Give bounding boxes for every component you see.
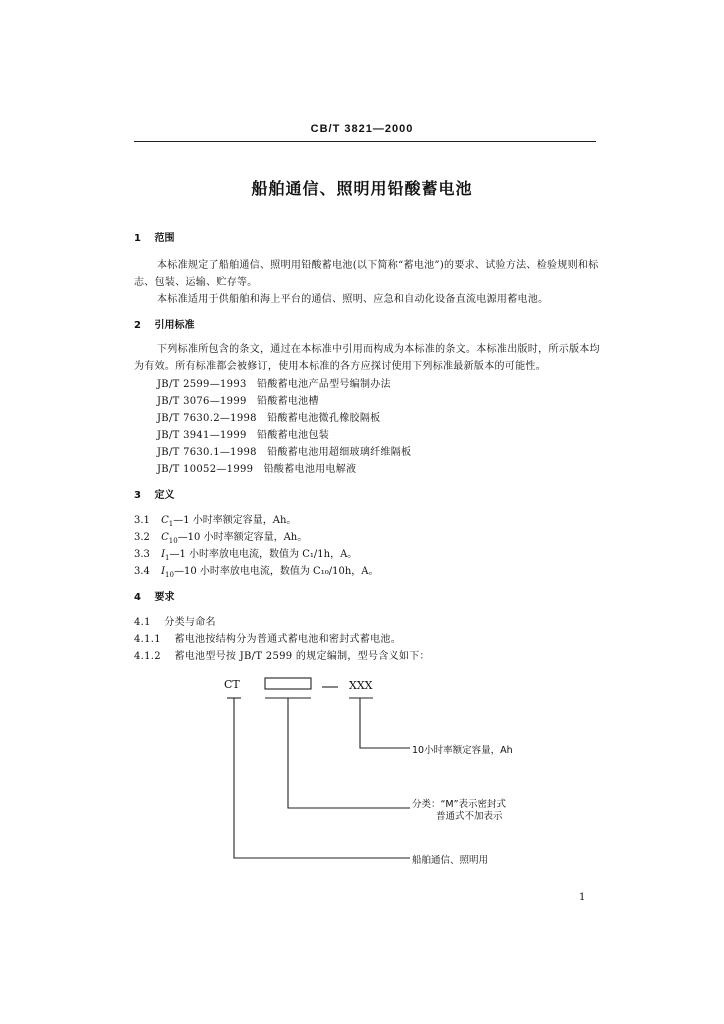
clause-text: 蓄电池按结构分为普通式蓄电池和密封式蓄电池。 bbox=[174, 634, 402, 645]
reference-item: JB/T 3941—1999 铅酸蓄电池包装 bbox=[157, 430, 330, 441]
section-number: 1 bbox=[134, 233, 141, 244]
classification-leader bbox=[288, 698, 410, 808]
reference-item: JB/T 3076—1999 铅酸蓄电池槽 bbox=[157, 396, 319, 407]
section-title: 要求 bbox=[154, 592, 175, 603]
paragraph: 志、包装、运输、贮存等。 bbox=[134, 277, 258, 288]
standard-code-header: CB/T 3821—2000 bbox=[310, 123, 414, 135]
capacity-label: 10小时率额定容量，Ah bbox=[412, 745, 513, 756]
definition-text: —10 小时率额定容量，Ah。 bbox=[177, 532, 308, 543]
paragraph: 本标准适用于供船舶和海上平台的通信、照明、应急和自动化设备直流电源用蓄电池。 bbox=[157, 294, 549, 305]
clause-text: 分类与命名 bbox=[164, 617, 216, 628]
section-number: 3 bbox=[134, 490, 141, 501]
reference-item: JB/T 7630.1—1998 铅酸蓄电池用超细玻璃纤维隔板 bbox=[157, 447, 412, 458]
reference-item: JB/T 10052—1999 铅酸蓄电池用电解液 bbox=[157, 464, 357, 475]
section-title: 范围 bbox=[154, 233, 175, 244]
section-number: 2 bbox=[134, 320, 141, 331]
definition-text: —1 小时率额定容量，Ah。 bbox=[173, 515, 297, 526]
definition-text: —1 小时率放电电流，数值为 C₁/1h，A。 bbox=[169, 549, 358, 560]
symbol-subscript: 10 bbox=[165, 571, 174, 579]
page-number: 1 bbox=[579, 892, 586, 903]
clause-number: 3.1 bbox=[134, 515, 150, 526]
symbol: C bbox=[161, 515, 169, 526]
paragraph: 本标准规定了船舶通信、照明用铅酸蓄电池(以下简称“蓄电池”)的要求、试验方法、检验规则和标 bbox=[157, 260, 599, 271]
xxx-code: XXX bbox=[349, 679, 373, 692]
capacity-leader bbox=[360, 698, 410, 748]
symbol-subscript: 1 bbox=[168, 520, 174, 528]
paragraph: 为有效。所有标准都会被修订，使用本标准的各方应探讨使用下列标准最新版本的可能性。 bbox=[134, 361, 546, 372]
section-title: 定义 bbox=[154, 490, 175, 501]
ct-code: CT bbox=[224, 678, 240, 691]
model-code-box bbox=[265, 678, 311, 689]
use-label: 船舶通信、照明用 bbox=[412, 855, 489, 866]
clause-text: 蓄电池型号按 JB/T 2599 的规定编制，型号含义如下： bbox=[174, 651, 430, 662]
use-leader bbox=[234, 698, 410, 858]
reference-item: JB/T 2599—1993 铅酸蓄电池产品型号编制办法 bbox=[157, 379, 391, 390]
symbol-subscript: 10 bbox=[168, 537, 178, 545]
document-title: 船舶通信、照明用铅酸蓄电池 bbox=[251, 179, 473, 198]
classification-label: 分类：“M”表示密封式 bbox=[412, 799, 507, 810]
section-title: 引用标准 bbox=[154, 320, 195, 331]
clause-number: 4.1 bbox=[134, 617, 151, 628]
definition-text: —10 小时率放电电流，数值为 C₁₀/10h，A。 bbox=[173, 566, 379, 577]
symbol: I bbox=[161, 566, 166, 577]
clause-number: 3.4 bbox=[134, 566, 150, 577]
clause-number: 3.2 bbox=[134, 532, 150, 543]
symbol: C bbox=[161, 532, 169, 543]
clause-number: 3.3 bbox=[134, 549, 150, 560]
clause-number: 4.1.1 bbox=[134, 634, 161, 645]
section-number: 4 bbox=[134, 592, 141, 603]
classification-label-2: 普通式不加表示 bbox=[436, 811, 503, 822]
paragraph: 下列标准所包含的条文，通过在本标准中引用而构成为本标准的条文。本标准出版时，所示版本均 bbox=[157, 344, 600, 355]
reference-item: JB/T 7630.2—1998 铅酸蓄电池微孔橡胶隔板 bbox=[157, 413, 381, 424]
symbol: I bbox=[161, 549, 166, 560]
clause-number: 4.1.2 bbox=[134, 651, 161, 662]
symbol-subscript: 1 bbox=[165, 554, 170, 562]
